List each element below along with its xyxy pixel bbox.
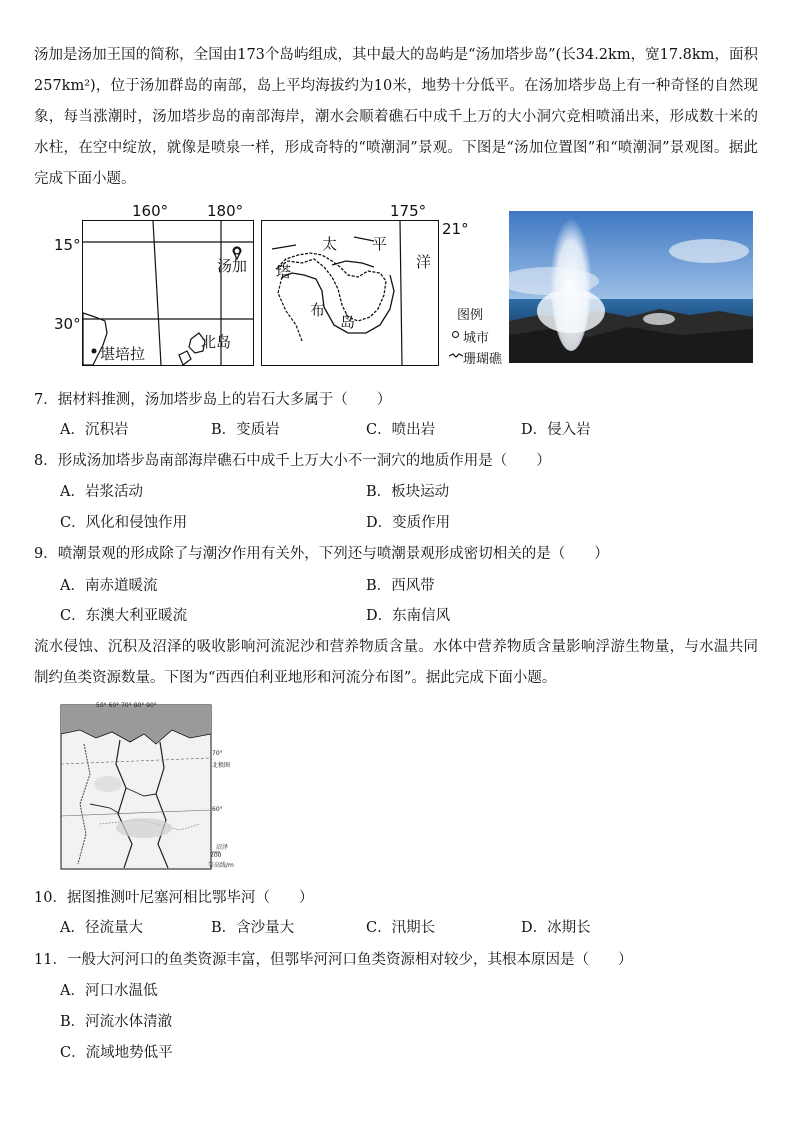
siberia-lat-60: 60° [212,806,223,813]
question-10-option-b[interactable]: B．含沙量大 [211,920,295,936]
question-7-option-a[interactable]: A．沉积岩 [60,422,129,438]
intro-paragraph-siberia: 流水侵蚀、沉积及沼泽的吸收影响河流泥沙和营养物质含量。水体中营养物质含量影响浮游生物量，与水温共同制约鱼类资源数量。下图为“西西伯利亚地形和河流分布图”。据此完成下面小题。 [34,639,758,686]
legend-reef-label: 珊瑚礁 [463,352,503,367]
map1-north-island: 北岛 [201,333,232,351]
siberia-lon-labels: 50° 60° 70° 80° 90° [96,702,157,709]
tonga-location-map [82,220,254,366]
tonga-figure-row [54,202,760,368]
siberia-arctic-circle: 北极圈 [212,762,231,769]
map1-lat-label-15: 15° [54,236,81,254]
map1-city-tonga: 汤加 [217,257,248,275]
legend-reef-icon [449,352,463,360]
question-10-option-c[interactable]: C．汛期长 [366,920,436,936]
map2-ocean-char-1: 太 [322,235,338,253]
question-7-option-c[interactable]: C．喷出岩 [366,422,436,438]
map2-lon-label: 175° [390,202,427,220]
question-8-option-d[interactable]: D．变质作用 [366,515,451,531]
legend-city-icon [452,331,459,338]
question-10-option-d[interactable]: D．冰期长 [521,920,591,936]
map2-lat-label: 21° [442,220,469,238]
map1-lon-label-160: 160° [132,202,169,220]
question-9-option-d[interactable]: D．东南信风 [366,608,451,624]
question-11-option-a[interactable]: A．河口水温低 [60,983,158,999]
tongatapu-island-map-svg [262,221,438,365]
tongatapu-island-map [261,220,439,366]
question-8-option-b[interactable]: B．板块运动 [366,484,450,500]
question-10-stem: 10．据图推测叶尼塞河相比鄂毕河（ ） [34,890,314,906]
map1-city-label: 堪培拉 [100,345,146,363]
question-9-option-c[interactable]: C．东澳大利亚暖流 [60,608,188,624]
siberia-legend-contour: 等高线/m [208,862,234,869]
west-siberia-map [60,704,238,872]
question-11-option-b[interactable]: B．河流水体清澈 [60,1014,173,1030]
siberia-contour-value: 200 [210,852,222,859]
legend-city-label: 城市 [463,331,490,346]
question-10-option-a[interactable]: A．径流量大 [60,920,143,936]
map1-lon-label-180: 180° [207,202,244,220]
intro-paragraph-tonga: 汤加是汤加王国的简称，全国由173个岛屿组成，其中最大的岛屿是“汤加塔步岛”(长34.2km，宽17.8km，面积257km²)，位于汤加群岛的南部，岛上平均海拔约为10米，地势十分低平。在汤加塔步岛上有一种奇怪的自然现象，每当涨潮时，汤加塔步岛的南部海岸，潮水会顺着礁石中成千上万的大小洞穴竞相喷涌出来，形成数十米的水柱，在空中绽放，就像是喷泉一样，形成奇特的“喷潮洞”景观。下图是“汤加位置图”和“喷潮洞”景观图。据此完成下面小题。 [34,47,758,187]
map2-ocean-char-2: 平 [372,235,388,253]
question-8-stem: 8．形成汤加塔步岛南部海岸礁石中成千上万大小不一洞穴的地质作用是（ ） [34,453,551,469]
question-7-option-d[interactable]: D．侵入岩 [521,422,591,438]
map2-island-char-2: 布 [310,301,326,319]
siberia-lat-70: 70° [212,750,223,757]
siberia-legend-swamp: 沼泽 [216,844,229,851]
map2-ocean-char-3: 洋 [416,253,432,271]
map2-island-char-1: 塔 [276,263,292,281]
question-8-option-c[interactable]: C．风化和侵蚀作用 [60,515,188,531]
question-11-option-c[interactable]: C．流域地势低平 [60,1045,173,1061]
west-siberia-map-svg [60,704,238,872]
legend-title: 图例 [457,308,484,323]
blowhole-photo [509,211,753,363]
question-9-option-b[interactable]: B．西风带 [366,578,435,594]
question-8-option-a[interactable]: A．岩浆活动 [60,484,143,500]
blowhole-photo-svg [509,211,753,363]
question-7-stem: 7．据材料推测，汤加塔步岛上的岩石大多属于（ ） [34,392,392,408]
map1-lat-label-30: 30° [54,315,81,333]
question-9-stem: 9．喷潮景观的形成除了与潮汐作用有关外，下列还与喷潮景观形成密切相关的是（ ） [34,546,609,562]
question-7-option-b[interactable]: B．变质岩 [211,422,280,438]
map2-island-char-3: 岛 [340,313,356,331]
question-11-stem: 11．一般大河河口的鱼类资源丰富，但鄂毕河河口鱼类资源相对较少，其根本原因是（ ） [34,952,633,968]
question-9-option-a[interactable]: A．南赤道暖流 [60,578,158,594]
